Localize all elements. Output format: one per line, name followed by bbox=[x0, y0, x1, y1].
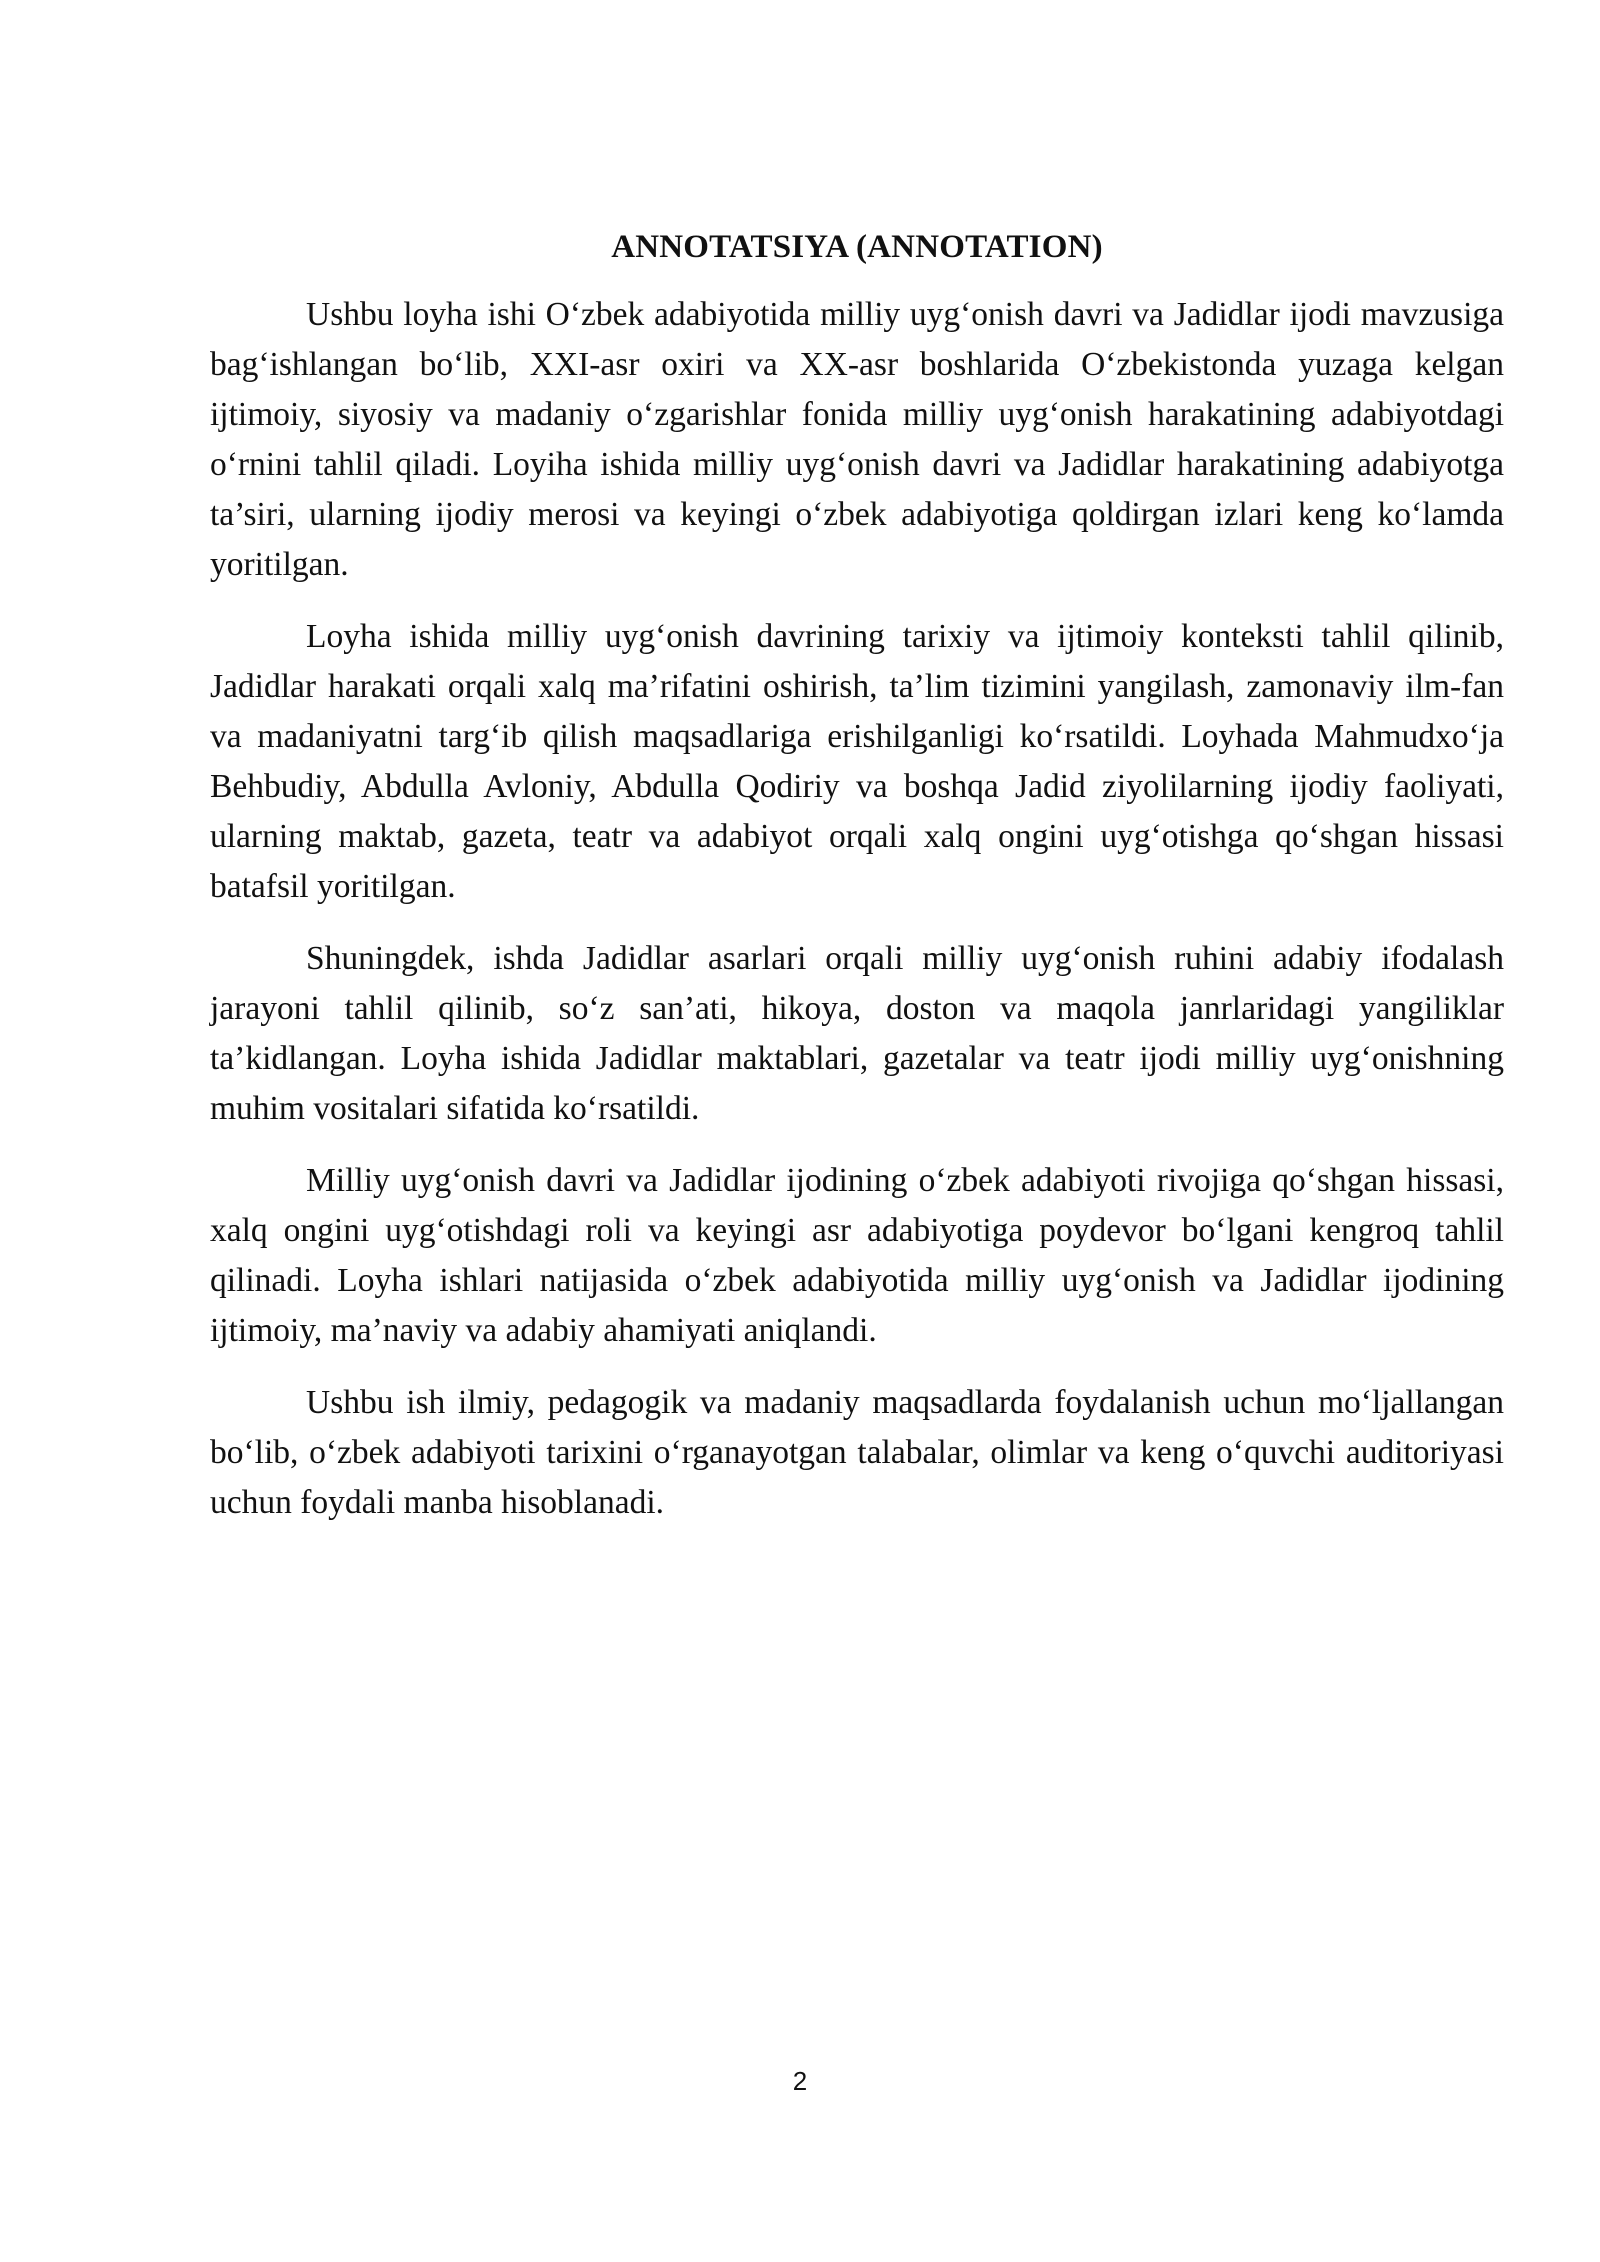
paragraph-5: Ushbu ish ilmiy, pedagogik va madaniy maqsadlarda foydalanish uchun mo‘ljallangan bo‘lib, o‘zbek adabiyoti tarixini o‘rganayotgan talabalar, olimlar va keng o‘quvchi auditoriyasi uchun foydali manba hisoblanadi. bbox=[210, 1384, 1504, 1521]
annotation-section bbox=[210, 222, 1504, 1550]
page-number: 2 bbox=[792, 2066, 808, 2096]
paragraph-3: Shuningdek, ishda Jadidlar asarlari orqali milliy uyg‘onish ruhini adabiy ifodalash jarayoni tahlil qilinib, so‘z san’ati, hikoya, doston va maqola janrlaridagi yangiliklar ta’kidlangan. Loyha ishida Jadidlar maktablari, gazetalar va teatr ijodi milliy uyg‘onishning muhim vositalari sifatida ko‘rsatildi. bbox=[210, 940, 1504, 1127]
paragraph-1: Ushbu loyha ishi O‘zbek adabiyotida milliy uyg‘onish davri va Jadidlar ijodi mavzusiga bag‘ishlangan bo‘lib, XXI-asr oxiri va XX-asr boshlarida O‘zbekistonda yuzaga kelgan ijtimoiy, siyosiy va madaniy o‘zgarishlar fonida milliy uyg‘onish harakatining adabiyotdagi o‘rnini tahlil qiladi. Loyiha ishida milliy uyg‘onish davri va Jadidlar harakatining adabiyotga ta’siri, ularning ijodiy merosi va keyingi o‘zbek adabiyotiga qoldirgan izlari keng ko‘lamda yoritilgan. bbox=[210, 296, 1504, 583]
paragraph-4: Milliy uyg‘onish davri va Jadidlar ijodining o‘zbek adabiyoti rivojiga qo‘shgan hissasi, xalq ongini uyg‘otishdagi roli va keyingi asr adabiyotiga poydevor bo‘lgani kengroq tahlil qilinadi. Loyha ishlari natijasida o‘zbek adabiyotida milliy uyg‘onish va Jadidlar ijodining ijtimoiy, ma’naviy va adabiy ahamiyati aniqlandi. bbox=[210, 1162, 1504, 1349]
page-title: ANNOTATSIYA (ANNOTATION) bbox=[611, 229, 1103, 265]
paragraph-2: Loyha ishida milliy uyg‘onish davrining tarixiy va ijtimoiy konteksti tahlil qilinib, Jadidlar harakati orqali xalq ma’rifatini oshirish, ta’lim tizimini yangilash, zamonaviy ilm-fan va madaniyatni targ‘ib qilish maqsadlariga erishilganligi ko‘rsatildi. Loyhada Mahmudxo‘ja Behbudiy, Abdulla Avloniy, Abdulla Qodiriy va boshqa Jadid ziyolilarning ijodiy faoliyati, ularning maktab, gazeta, teatr va adabiyot orqali xalq ongini uyg‘otishga qo‘shgan hissasi batafsil yoritilgan. bbox=[210, 618, 1504, 905]
